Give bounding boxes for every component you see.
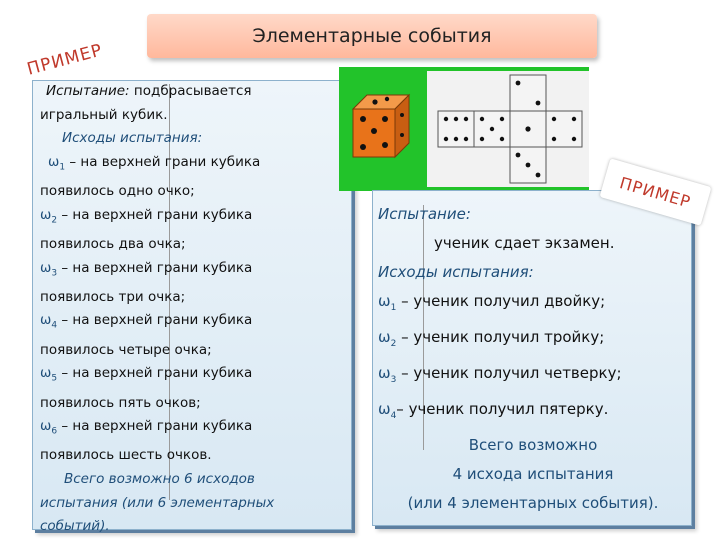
trial-label: Испытание: [378,205,471,223]
outcome-line: появилось три очка; [40,288,186,305]
outcome-line: $\omega_3$ – ученик получил четверку; [378,364,622,385]
outcome-line: появилось шесть очков. [40,447,212,464]
outcome-line: $\omega_6$ – на верхней грани кубика [40,418,253,437]
stamp-text: ПРИМЕР [617,172,694,212]
total-line-2: испытания (или 6 элементарных [40,494,275,511]
outcome-line: $\omega_1$ – ученик получил двойку; [378,292,606,313]
total-line-1: Всего возможно 6 исходов [64,471,255,488]
outcome-line: $\omega_5$ – на верхней грани кубика [40,365,253,384]
outcome-line: $\omega_3$ – на верхней грани кубика [40,259,253,279]
trial-line [40,80,340,104]
outcome-line: $\omega_1$ – на верхней грани кубика [48,153,261,173]
die-net [427,71,589,187]
outcome-line: $\omega_2$ – на верхней грани кубика [40,206,253,226]
trial-label: Испытание: [46,83,130,99]
right-panel-text [378,200,688,518]
die-3d [353,95,409,157]
outcome-line: появилось четыре очка; [40,341,212,358]
left-panel-text [40,80,340,539]
outcome-line: появилось два очка; [40,235,186,252]
total-line-3: событий). [40,518,110,535]
outcome-line: появилось одно очко; [40,183,195,200]
outcome-line: появилось пять очков; [40,394,201,411]
dice-figure [339,67,589,191]
total-line-3: (или 4 элементарных события). [407,494,659,512]
outcomes-label: Исходы испытания: [378,263,534,281]
outcome-line: $\omega_4-$ ученик получил пятерку. [378,400,609,421]
outcome-line: $\omega_4$ – на верхней грани кубика [40,312,253,332]
title-banner [147,14,597,58]
page-title: Элементарные события [252,25,492,47]
trial-line-2: игральный кубик. [40,106,168,123]
outcome-line: $\omega_2$ – ученик получил тройку; [378,328,605,349]
total-line-2: 4 исхода испытания [452,465,614,483]
trial-text: ученик сдает экзамен. [434,234,615,252]
stamp-text: ПРИМЕР [25,40,105,80]
dice-illustration [339,67,589,191]
trial-text: подбрасывается [129,83,252,99]
total-line-1: Всего возможно [468,436,598,454]
outcomes-label: Исходы испытания: [62,130,203,147]
